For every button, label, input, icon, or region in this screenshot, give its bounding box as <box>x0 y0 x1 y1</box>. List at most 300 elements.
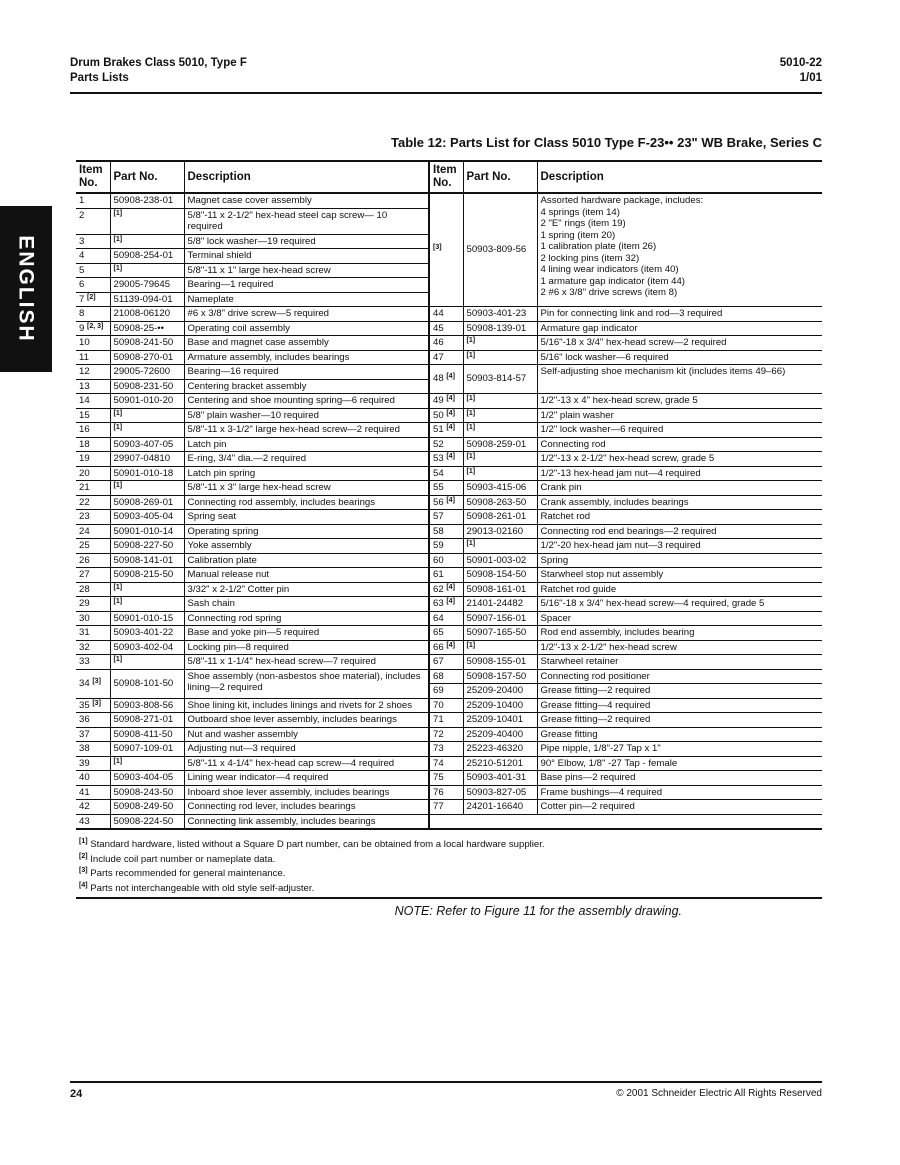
cell-text: Connecting rod spring <box>187 612 282 624</box>
cell-text: 3/32" x 2-1/2" Cotter pin <box>187 583 290 595</box>
footnote-ref: [1] <box>113 424 123 431</box>
cell-text: 29005-79645 <box>113 279 171 290</box>
part-no-left <box>110 208 184 234</box>
description-right <box>537 321 822 336</box>
table-row <box>76 423 822 438</box>
description-left <box>184 234 429 249</box>
item-no-right <box>429 510 463 525</box>
cell-text: 8 <box>79 308 85 319</box>
cell-text: 50907-156-01 <box>466 612 527 624</box>
cell-text: 5/8"-11 x 4-1/4" hex-head cap screw—4 required <box>187 757 395 769</box>
cell-text: Base and magnet case assembly <box>187 337 329 348</box>
cell-text: 74 <box>433 757 444 769</box>
cell-text: Armature assembly, includes bearings <box>187 351 350 363</box>
cell-text: 25223-46320 <box>466 743 524 754</box>
cell-text: 50908-241-50 <box>113 337 174 348</box>
cell-text: 77 <box>433 801 444 812</box>
figure-note: NOTE: Refer to Figure 11 for the assembly drawing. <box>394 904 682 918</box>
cell-text: 50907-109-01 <box>113 743 174 754</box>
footnote-ref: [1] <box>466 337 476 344</box>
item-no-left <box>76 553 110 568</box>
cell-text: Grease fitting—2 required <box>540 685 651 696</box>
cell-text: Operating coil assembly <box>187 322 290 334</box>
cell-text: 50908-238-01 <box>113 195 174 206</box>
item-no-right <box>429 611 463 626</box>
description-left <box>184 771 429 786</box>
description-left <box>184 727 429 742</box>
part-no-left <box>110 626 184 641</box>
cell-text: 21 <box>79 482 90 493</box>
table-row <box>76 611 822 626</box>
footnote-ref: [1] <box>466 453 476 460</box>
cell-text: 50903-827-05 <box>466 786 527 798</box>
table-row <box>76 524 822 539</box>
cell-text: 1/2"-13 x 2-1/2" hex-head screw, grade 5 <box>540 453 715 464</box>
footnote-ref: [3] <box>92 699 101 707</box>
item-no-left <box>76 437 110 452</box>
footnote-ref: [4] <box>446 395 455 402</box>
cell-text: 30 <box>79 612 90 624</box>
footnote-text: Include coil part number or nameplate data. <box>90 853 276 865</box>
item-no-right <box>429 321 463 336</box>
description-right <box>537 481 822 496</box>
item-no-left <box>76 208 110 234</box>
item-no-left <box>76 481 110 496</box>
part-no-right <box>463 771 537 786</box>
description-right <box>537 350 822 365</box>
part-no-right <box>463 713 537 728</box>
table-row <box>76 481 822 496</box>
cell-text: 29 <box>79 598 90 609</box>
cell-text: 50908-263-50 <box>466 496 527 508</box>
footnote-ref: [1] <box>113 264 123 272</box>
footnote-ref: [1] <box>113 656 123 663</box>
item-no-left <box>76 495 110 510</box>
table-row <box>76 713 822 728</box>
cell-text: 50903-809-56 <box>466 244 527 256</box>
cell-text: 50908-215-50 <box>113 569 174 580</box>
item-no-right <box>429 466 463 481</box>
cell-text: 26 <box>79 554 90 566</box>
cell-text: 53 <box>433 453 444 464</box>
item-no-left <box>76 321 110 336</box>
cell-text: 1/2"-13 hex-head jam nut—4 required <box>540 467 701 479</box>
description-left <box>184 292 429 307</box>
description-right <box>537 394 822 409</box>
description-left <box>184 713 429 728</box>
description-right <box>537 640 822 655</box>
cell-text: 50908-157-50 <box>466 670 527 682</box>
cell-text: 50908-141-01 <box>113 554 174 566</box>
item-no-left <box>76 365 110 380</box>
description-left <box>184 466 429 481</box>
description-left <box>184 568 429 583</box>
footnote-ref: [1] <box>466 351 476 359</box>
cell-text: 32 <box>79 641 90 653</box>
cell-text: Adjusting nut—3 required <box>187 743 296 754</box>
header-left <box>70 56 247 86</box>
part-no-left <box>110 510 184 525</box>
table-row <box>76 568 822 583</box>
cell-text: 76 <box>433 786 444 798</box>
part-no-left <box>110 785 184 800</box>
part-no-right <box>463 626 537 641</box>
cell-text: 25209-10400 <box>466 699 524 711</box>
description-left <box>184 626 429 641</box>
cell-text: Connecting link assembly, includes bearings <box>187 815 376 827</box>
item-no-left <box>76 336 110 351</box>
part-no-left <box>110 756 184 771</box>
cell-text: Operating spring <box>187 525 259 537</box>
cell-text: Shoe assembly (non-asbestos shoe material), includes lining—2 required <box>187 670 421 693</box>
cell-text: 50903-402-04 <box>113 641 174 653</box>
part-no-left <box>110 321 184 336</box>
part-no-left <box>110 611 184 626</box>
item-no-left <box>76 423 110 438</box>
table-row <box>76 452 822 467</box>
description-left <box>184 394 429 409</box>
footnote-ref: [1] <box>466 641 476 649</box>
cell-text: 47 <box>433 351 444 363</box>
cell-text: 51 <box>433 424 444 435</box>
footnote-ref: [1] <box>113 409 123 417</box>
description-left <box>184 452 429 467</box>
cell-text: 34 <box>79 677 90 689</box>
cell-text: 50908-270-01 <box>113 351 174 363</box>
cell-text: Frame bushings—4 required <box>540 786 663 798</box>
cell-text: Centering and shoe mounting spring—6 required <box>187 395 395 406</box>
footnote-ref: [4] <box>446 373 455 381</box>
item-no-left <box>76 698 110 713</box>
cell-text: 50903-808-56 <box>113 699 174 711</box>
description-left <box>184 539 429 554</box>
cell-text: 55 <box>433 482 444 493</box>
cell-text: 5/8" plain washer—10 required <box>187 409 319 421</box>
cell-text: Grease fitting <box>540 728 598 740</box>
cell-text: 13 <box>79 380 90 392</box>
part-no-left <box>110 742 184 757</box>
footnote-ref: [4] <box>446 453 455 460</box>
item-no-left <box>76 193 110 208</box>
cell-text: 50903-405-04 <box>113 511 174 522</box>
description-right <box>537 771 822 786</box>
cell-text: Shoe lining kit, includes linings and rivets for 2 shoes <box>187 699 413 711</box>
cell-text: 72 <box>433 728 444 740</box>
part-no-left <box>110 292 184 307</box>
cell-text: Rod end assembly, includes bearing <box>540 627 695 638</box>
cell-text: 50901-010-18 <box>113 467 174 479</box>
cell-text: Crank assembly, includes bearings <box>540 496 689 508</box>
item-no-right <box>429 597 463 612</box>
item-no-left <box>76 785 110 800</box>
package-item-no <box>429 193 463 307</box>
description-left <box>184 785 429 800</box>
description-right <box>537 756 822 771</box>
part-no-left <box>110 597 184 612</box>
item-no-left <box>76 510 110 525</box>
cell-text: Connecting rod end bearings—2 required <box>540 525 717 537</box>
item-no-left <box>76 278 110 293</box>
cell-text: Connecting rod positioner <box>540 670 650 682</box>
item-no-left <box>76 742 110 757</box>
table-row <box>76 655 822 670</box>
item-no-right <box>429 582 463 597</box>
part-no-right <box>463 669 537 684</box>
cell-text: 11 <box>79 351 89 363</box>
description-right <box>537 698 822 713</box>
cell-text: Ratchet rod guide <box>540 583 617 595</box>
part-no-right <box>463 452 537 467</box>
cell-text: 70 <box>433 699 444 711</box>
cell-text: 50908-161-01 <box>466 583 527 595</box>
cell-text: 10 <box>79 337 90 348</box>
part-no-left <box>110 466 184 481</box>
part-no-left <box>110 193 184 208</box>
table-row <box>76 785 822 800</box>
footnote-ref: [2, 3] <box>87 322 104 330</box>
cell-text: Ratchet rod <box>540 511 591 522</box>
item-no-left <box>76 582 110 597</box>
cell-text: 50908-139-01 <box>466 322 527 334</box>
part-no-right <box>463 785 537 800</box>
cell-text: 3 <box>79 235 85 247</box>
description-left <box>184 655 429 670</box>
cell-text: 29005-72600 <box>113 366 171 377</box>
cell-text: 75 <box>433 772 444 783</box>
col-header-part-left: Part No. <box>110 161 184 193</box>
item-no-right <box>429 553 463 568</box>
cell-text: Pin for connecting link and rod—3 required <box>540 308 723 319</box>
cell-text: 23 <box>79 511 90 522</box>
description-left <box>184 437 429 452</box>
part-no-right <box>463 495 537 510</box>
description-right <box>537 307 822 322</box>
item-no-left <box>76 350 110 365</box>
col-header-desc-right: Description <box>537 161 822 193</box>
description-right <box>537 669 822 684</box>
cell-text: 18 <box>79 438 90 450</box>
table-row <box>76 814 822 829</box>
item-no-right <box>429 698 463 713</box>
table-title: Table 12: Parts List for Class 5010 Type F-23•• 23" WB Brake, Series C <box>391 135 822 150</box>
cell-text: 15 <box>79 409 90 421</box>
cell-text: 25210-51201 <box>466 757 524 769</box>
footnote-ref: [4] <box>446 409 455 417</box>
cell-text: Locking pin—8 required <box>187 641 289 653</box>
part-no-left <box>110 263 184 278</box>
copyright: © 2001 Schneider Electric All Rights Reserved <box>616 1088 822 1099</box>
cell-text: Starwheel stop nut assembly <box>540 569 664 580</box>
package-part-no <box>463 193 537 307</box>
description-right <box>537 727 822 742</box>
description-right <box>537 684 822 699</box>
part-no-left <box>110 408 184 423</box>
col-header-item-left: Item No. <box>79 164 103 189</box>
cell-text: 24 <box>79 525 90 537</box>
cell-text: 22 <box>79 496 90 508</box>
cell-text: 35 <box>79 699 90 711</box>
footnote-ref: [1] <box>466 409 476 417</box>
header-right <box>780 56 822 86</box>
part-no-right <box>463 553 537 568</box>
part-no-right <box>463 655 537 670</box>
description-right <box>537 336 822 351</box>
table-row <box>76 771 822 786</box>
cell-text: 43 <box>79 815 90 827</box>
cell-text: 50908-249-50 <box>113 801 174 812</box>
cell-text: 5/16"-18 x 3/4" hex-head screw—4 required, grade 5 <box>540 598 765 609</box>
description-left <box>184 408 429 423</box>
part-no-right <box>463 582 537 597</box>
item-no-right <box>429 394 463 409</box>
table-row <box>76 539 822 554</box>
footnote-ref: [3] <box>92 677 101 685</box>
item-no-left <box>76 568 110 583</box>
description-right <box>537 524 822 539</box>
cell-text: 50908-254-01 <box>113 250 174 261</box>
description-left <box>184 193 429 208</box>
cell-text: 5/8"-11 x 2-1/2" hex-head steel cap screw— 10 required <box>187 209 388 232</box>
cell-text: 33 <box>79 656 90 667</box>
cell-text: 50908-101-50 <box>113 677 174 689</box>
part-no-left <box>110 336 184 351</box>
item-no-right <box>429 742 463 757</box>
description-left <box>184 756 429 771</box>
table-row <box>76 350 822 365</box>
part-no-left <box>110 249 184 264</box>
cell-text: 5 <box>79 264 85 276</box>
item-no-right <box>429 626 463 641</box>
item-no-left <box>76 814 110 829</box>
part-no-left <box>110 640 184 655</box>
cell-text: 31 <box>79 627 90 638</box>
part-no-right <box>463 756 537 771</box>
cell-text: 25 <box>79 540 90 551</box>
item-no-right <box>429 524 463 539</box>
cell-text: 36 <box>79 714 90 725</box>
item-no-left <box>76 307 110 322</box>
cell-text: 50903-401-22 <box>113 627 174 638</box>
doc-number: 5010-22 <box>779 57 822 69</box>
cell-text: 50908-227-50 <box>113 540 174 551</box>
part-no-left <box>110 655 184 670</box>
cell-text: 28 <box>79 583 90 595</box>
footnote-ref: [1] <box>113 235 123 243</box>
part-no-right <box>463 437 537 452</box>
footnote <box>79 867 819 882</box>
cell-text: 50903-401-31 <box>466 772 527 783</box>
footnote-ref: [1] <box>113 209 123 217</box>
item-no-left <box>76 539 110 554</box>
table-row <box>76 408 822 423</box>
cell-text: 65 <box>433 627 444 638</box>
table-row <box>76 582 822 597</box>
cell-text: Yoke assembly <box>187 540 252 551</box>
cell-text: 49 <box>433 395 444 406</box>
cell-text: Manual release nut <box>187 569 270 580</box>
part-no-left <box>110 698 184 713</box>
cell-text: 71 <box>433 714 444 725</box>
cell-text: 42 <box>79 801 90 812</box>
table-row <box>76 742 822 757</box>
cell-text: Magnet case cover assembly <box>187 195 312 206</box>
part-no-left <box>110 713 184 728</box>
part-no-right <box>463 394 537 409</box>
table-row <box>76 553 822 568</box>
cell-text: Base and yoke pin—5 required <box>187 627 320 638</box>
description-left <box>184 365 429 380</box>
cell-text: 38 <box>79 743 90 754</box>
description-left <box>184 249 429 264</box>
part-no-right <box>463 539 537 554</box>
doc-section: Parts Lists <box>70 72 129 84</box>
footnote-ref: [4] <box>446 583 455 591</box>
part-no-left <box>110 727 184 742</box>
part-no-right <box>463 307 537 322</box>
footnote-ref: [4] <box>446 496 455 504</box>
doc-date: 1/01 <box>799 72 822 84</box>
part-no-left <box>110 350 184 365</box>
cell-text: 50908-269-01 <box>113 496 174 508</box>
col-header-part-right: Part No. <box>463 161 537 193</box>
item-no-left <box>76 756 110 771</box>
item-no-left <box>76 466 110 481</box>
cell-text: 73 <box>433 743 444 754</box>
cell-text: Calibration plate <box>187 554 257 566</box>
item-no-left <box>76 452 110 467</box>
description-left <box>184 278 429 293</box>
item-no-right <box>429 727 463 742</box>
item-no-left <box>76 611 110 626</box>
description-left <box>184 611 429 626</box>
language-tab-label: ENGLISH <box>15 235 38 343</box>
footnote-ref: [1] <box>466 424 476 431</box>
item-no-left <box>76 640 110 655</box>
part-no-left <box>110 379 184 394</box>
cell-text: Crank pin <box>540 482 582 493</box>
parts-table <box>76 160 822 830</box>
cell-text: 57 <box>433 511 444 522</box>
footnote-ref: [1] <box>113 598 123 605</box>
item-no-right <box>429 771 463 786</box>
part-no-right <box>463 510 537 525</box>
item-no-right <box>429 423 463 438</box>
description-right <box>537 466 822 481</box>
footnote <box>79 838 819 853</box>
description-right <box>537 785 822 800</box>
cell-text: Spring seat <box>187 511 237 522</box>
footnote-ref: [1] <box>113 583 123 591</box>
footnote-ref: [1] <box>466 540 476 547</box>
part-no-left <box>110 771 184 786</box>
cell-text: Armature gap indicator <box>540 322 638 334</box>
item-no-right <box>429 684 463 699</box>
item-no-right <box>429 713 463 728</box>
part-no-left <box>110 495 184 510</box>
package-description: Assorted hardware package, includes: 4 springs (item 14) 2 "E" rings (item 19) 1 spring (item 20) 1 calibration plate (item 26) 2 locking pins (item 32) 4 lining wear indicators (item 40) 1 armature gap indicator (item 44) 2 #6 x 3/8" drive screws (item 8) <box>537 193 822 307</box>
item-no-left <box>76 524 110 539</box>
cell-text: Starwheel retainer <box>540 656 619 667</box>
cell-text: 1/2" plain washer <box>540 409 614 421</box>
description-right <box>537 510 822 525</box>
cell-text: 50 <box>433 409 444 421</box>
cell-text: 27 <box>79 569 90 580</box>
part-no-left <box>110 568 184 583</box>
cell-text: 68 <box>433 670 444 682</box>
description-right <box>537 713 822 728</box>
cell-text: 29907-04810 <box>113 453 171 464</box>
part-no-right <box>463 466 537 481</box>
